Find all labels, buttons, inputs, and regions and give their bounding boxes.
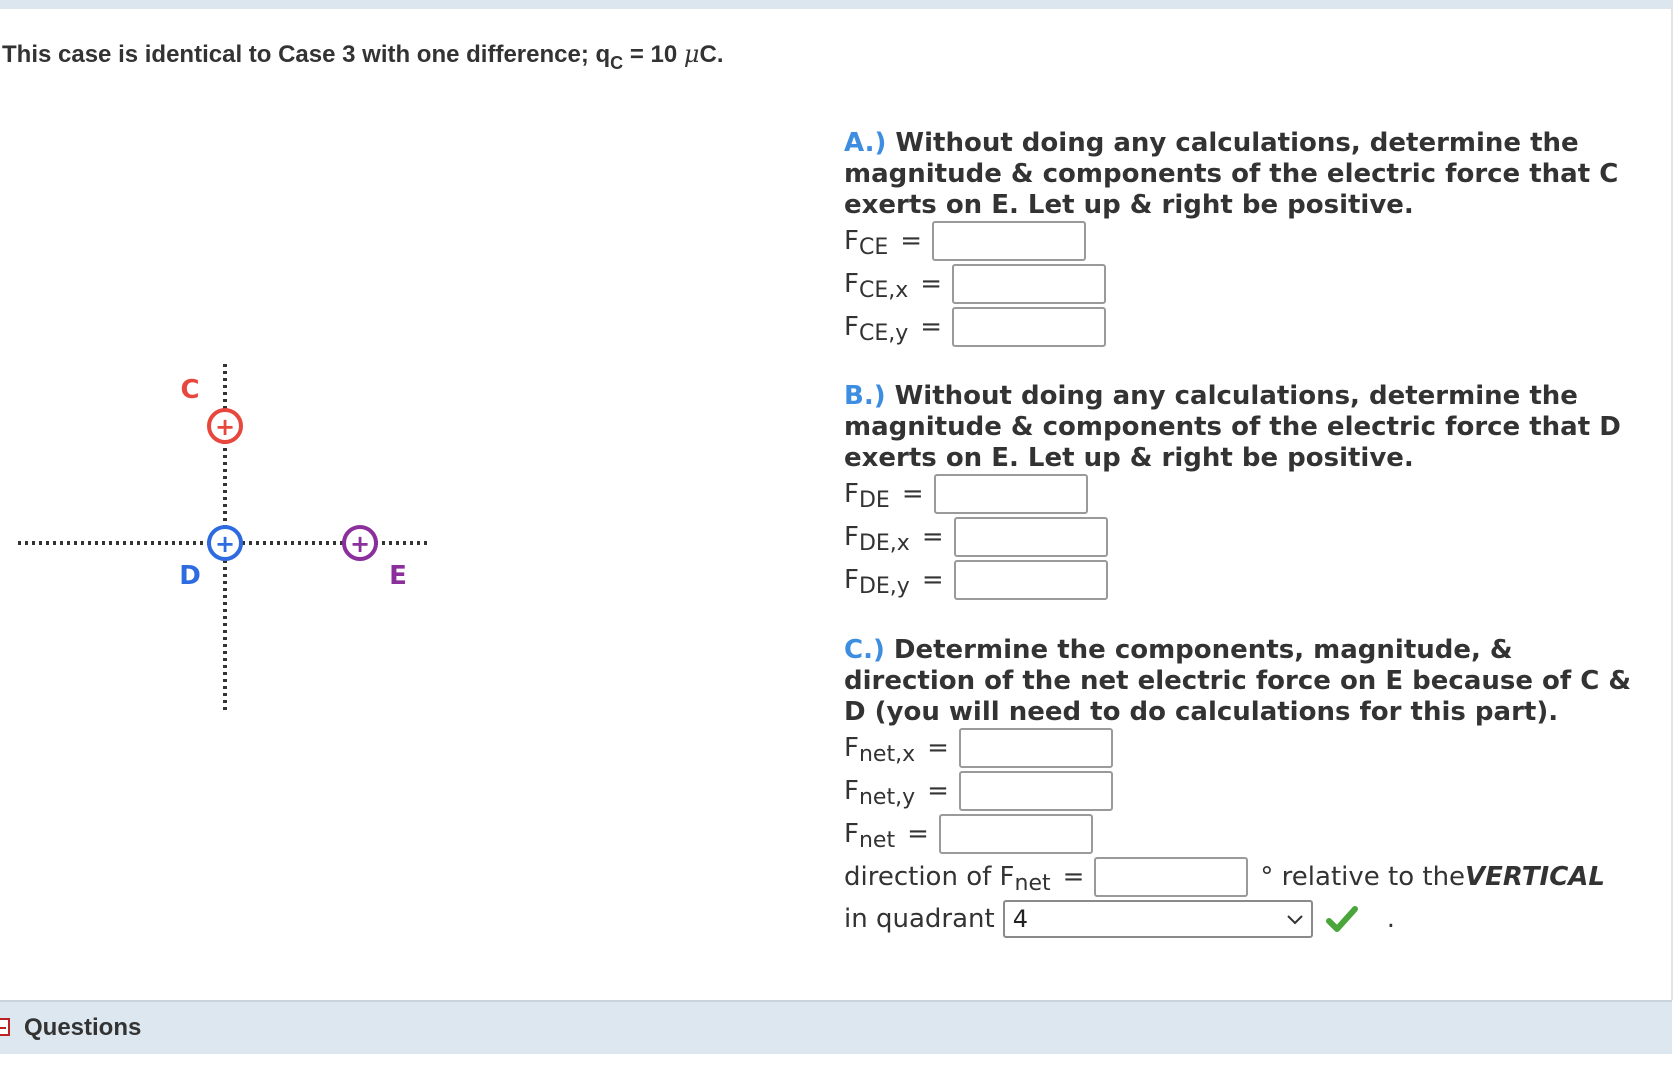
fde-x-row: F DE,x = — [844, 517, 1108, 557]
fnet-row: F net = — [844, 814, 1093, 854]
checkmark-icon — [1325, 904, 1359, 934]
questions-label[interactable]: Questions — [24, 1014, 142, 1041]
part-b-heading: B.) Without doing any calculations, determine the magnitude & components of the electric force that D exerts on E. Let up & right be positive. — [844, 381, 1621, 473]
part-a-heading: A.) Without doing any calculations, determine the magnitude & components of the electric force that C exerts on E. Let up & right be positive. — [844, 128, 1619, 220]
fde-input[interactable] — [934, 474, 1088, 514]
charge-c-sign: + — [214, 413, 236, 441]
direction-input[interactable] — [1094, 857, 1248, 897]
chevron-down-icon — [1287, 909, 1303, 930]
charge-d-label: D — [179, 561, 201, 591]
quadrant-select[interactable]: 4 — [1003, 900, 1313, 938]
charge-e-label: E — [389, 561, 407, 591]
fnet-y-row: F net,y = — [844, 771, 1113, 811]
direction-row: direction of F net = ° relative to the VERTICAL — [844, 857, 1605, 897]
right-border — [1671, 0, 1673, 1000]
collapse-icon[interactable] — [0, 1018, 10, 1036]
fnet-y-input[interactable] — [959, 771, 1113, 811]
intro-text: This case is identical to Case 3 with one difference; $q_C = 10$ μC. — [2, 40, 724, 73]
part-b — [844, 381, 1644, 599]
charge-d — [209, 527, 241, 559]
top-bar — [0, 0, 1672, 9]
charge-c-label: C — [180, 375, 200, 405]
fde-x-input[interactable] — [954, 517, 1108, 557]
fce-x-input[interactable] — [952, 264, 1106, 304]
fnet-x-row: F net,x = — [844, 728, 1113, 768]
fce-row: F CE = — [844, 221, 1086, 261]
questions-bar[interactable] — [0, 1000, 1672, 1054]
charge-c — [209, 410, 241, 442]
part-c — [844, 635, 1644, 934]
charge-e — [344, 527, 376, 559]
part-c-heading: C.) Determine the components, magnitude, & direction of the net electric force on E because of C & D (you will need to do calculations for this part). — [844, 635, 1632, 727]
fde-y-input[interactable] — [954, 560, 1108, 600]
fnet-input[interactable] — [939, 814, 1093, 854]
fde-row: F DE = — [844, 474, 1088, 514]
charge-e-sign: + — [349, 530, 371, 558]
fce-x-row: F CE,x = — [844, 264, 1106, 304]
fce-y-input[interactable] — [952, 307, 1106, 347]
fde-y-row: F DE,y = — [844, 560, 1108, 600]
charge-d-sign: + — [214, 530, 236, 558]
fnet-x-input[interactable] — [959, 728, 1113, 768]
charge-diagram — [0, 350, 460, 730]
quadrant-row: in quadrant 4 . — [844, 899, 1395, 939]
fce-input[interactable] — [932, 221, 1086, 261]
part-a — [844, 128, 1644, 346]
fce-y-row: F CE,y = — [844, 307, 1106, 347]
